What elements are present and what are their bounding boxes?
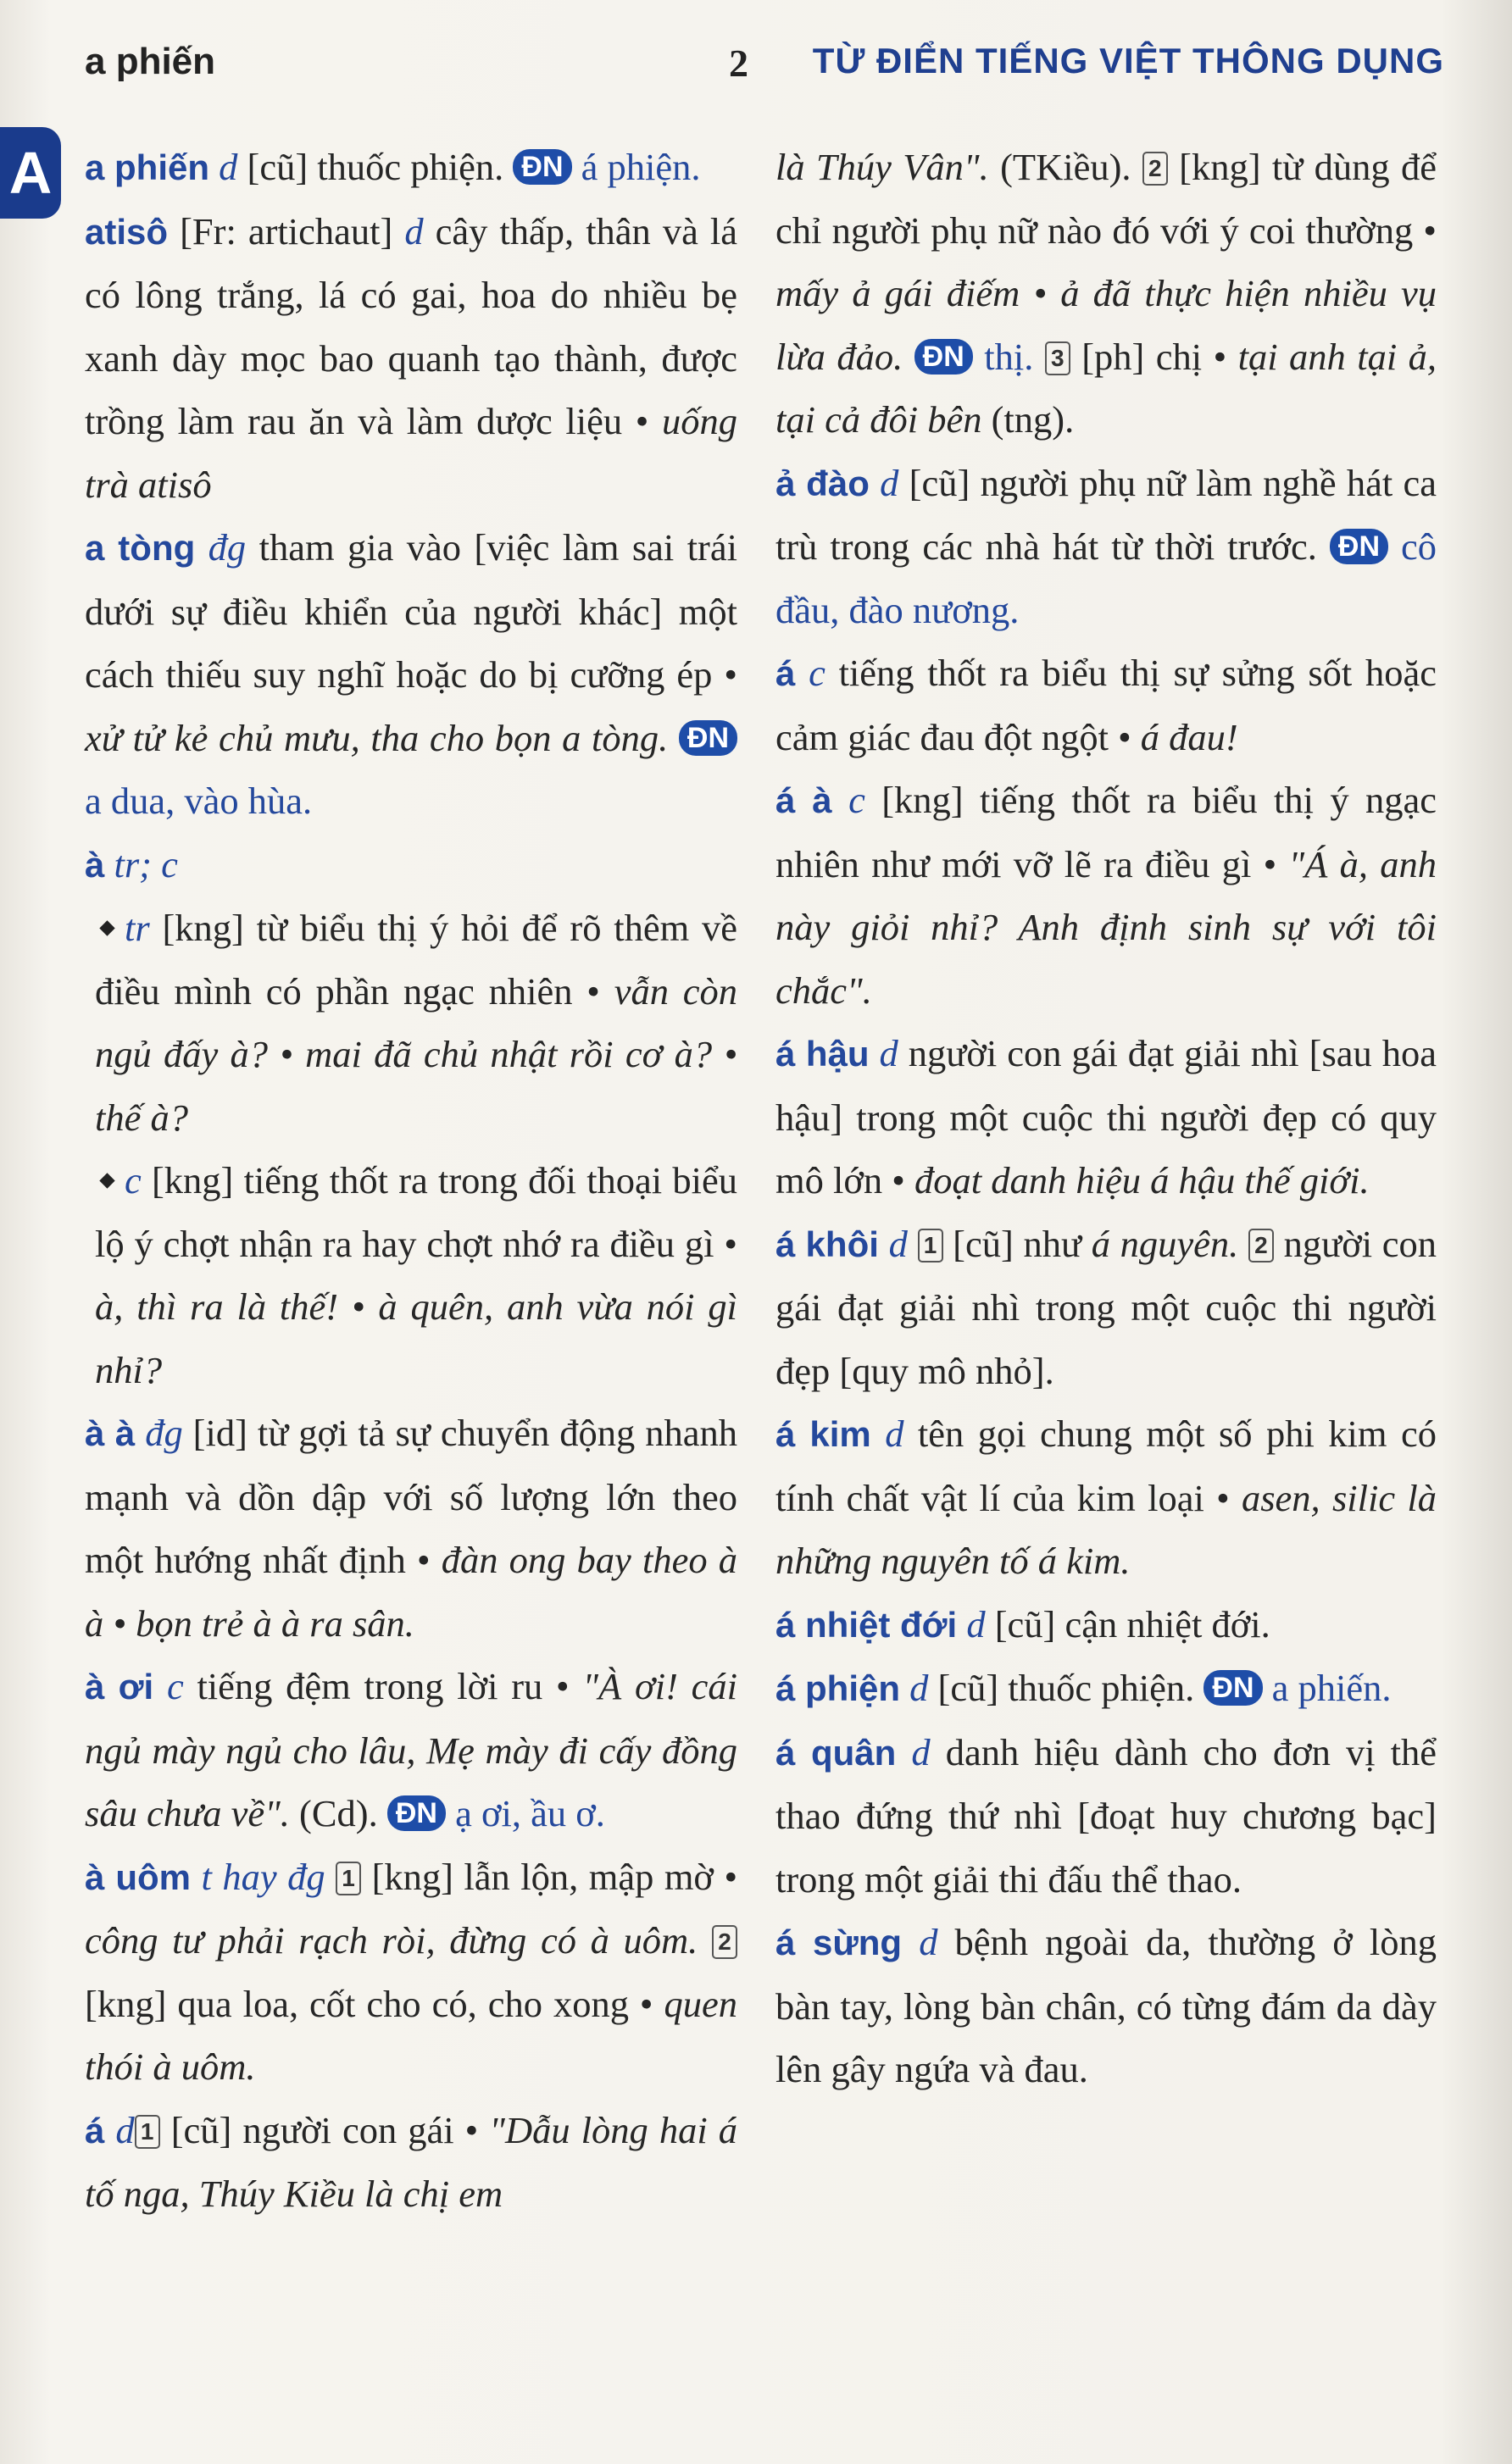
part-of-speech: d — [909, 1667, 929, 1709]
source: (TKiều). — [988, 146, 1142, 188]
example: uống trà atisô — [85, 400, 737, 506]
sense-number: 2 — [712, 1925, 737, 1959]
entry-a-hau — [775, 1022, 1437, 1213]
entry-a-hook-continued — [775, 136, 1437, 452]
example: đoạt danh hiệu á hậu thế giới. — [914, 1159, 1370, 1201]
definition: [cũ] thuốc phiện. — [237, 146, 514, 188]
headword: á quân — [775, 1732, 897, 1773]
part-of-speech: d — [115, 2108, 135, 2151]
part-of-speech: d — [919, 1921, 938, 1963]
source: (Cd). — [289, 1792, 387, 1834]
example: à, thì ra là thế! • à quên, anh vừa nói gì nhỉ? — [95, 1285, 737, 1391]
entry-a-grave — [85, 833, 737, 1402]
right-column — [775, 136, 1437, 2101]
entry-a-phien-acute — [775, 1657, 1437, 1721]
guide-word: a phiến — [85, 41, 216, 82]
definition: [cũ] như — [942, 1222, 1092, 1265]
part-of-speech: đg — [208, 526, 247, 569]
part-of-speech: đg — [145, 1412, 183, 1454]
example: á nguyên. — [1091, 1222, 1239, 1265]
definition: [kng] tiếng thốt ra biểu thị ý ngạc nhiên như mới vỡ lẽ ra điều gì • — [775, 779, 1437, 885]
headword: á kim — [775, 1414, 871, 1454]
example: á đau! — [1140, 715, 1238, 758]
part-of-speech: tr; c — [114, 842, 178, 885]
part-of-speech: d — [911, 1730, 931, 1773]
headword: á nhiệt đới — [775, 1604, 958, 1645]
synonym-badge: ĐN — [914, 339, 973, 375]
part-of-speech: d — [219, 146, 238, 188]
entry-atiso — [85, 200, 737, 517]
book-title: TỪ ĐIỂN TIẾNG VIỆT THÔNG DỤNG — [812, 41, 1444, 80]
definition: bệnh ngoài da, thường ở lòng bàn tay, lòng bàn chân, có từng đám da dày lên gây ngứa và đau. — [775, 1921, 1437, 2090]
headword: á khôi — [775, 1224, 879, 1264]
synonym-badge: ĐN — [679, 720, 737, 756]
entry-a-nhiet-doi — [775, 1593, 1437, 1657]
definition: người con gái đạt giải nhì trong một cuộc thi người đẹp [quy mô nhỏ]. — [775, 1222, 1437, 1392]
synonym: cô đầu, đào nương. — [775, 525, 1437, 631]
example: "Dẫu lòng hai á tố nga, Thúy Kiều là chị em — [85, 2108, 737, 2215]
entry-a-a-acute — [775, 769, 1437, 1022]
sense-number: 1 — [336, 1862, 361, 1895]
synonym-badge: ĐN — [387, 1795, 446, 1831]
headword: á hậu — [775, 1034, 870, 1074]
sense-number: 1 — [918, 1229, 943, 1263]
part-of-speech: tr — [125, 907, 150, 949]
definition: danh hiệu dành cho đơn vị thể thao đứng thứ nhì [đoạt huy chương bạc] trong một giải thi đấu thể thao. — [775, 1730, 1437, 1901]
sense-number: 2 — [1248, 1229, 1274, 1263]
entry-a-tong — [85, 516, 737, 833]
definition: [id] từ gợi tả sự chuyển động nhanh mạnh và dồn dập với số lượng lớn theo một hướng nhất định • — [85, 1412, 738, 1581]
definition: [cũ] thuốc phiện. — [928, 1667, 1204, 1709]
headword: á sừng — [775, 1923, 903, 1962]
definition: [cũ] người con gái • — [159, 2108, 490, 2151]
entry-a-hook — [85, 2099, 737, 2226]
part-of-speech: c — [166, 1665, 184, 1707]
example: xử tử kẻ chủ mưu, tha cho bọn a tòng. — [85, 716, 669, 759]
headword: á phiện — [775, 1668, 901, 1708]
letter-tab: A — [0, 127, 61, 219]
part-of-speech: d — [966, 1602, 986, 1645]
part-of-speech: d — [879, 1032, 898, 1074]
etymology: [Fr: artichaut] — [168, 209, 405, 253]
part-of-speech: c — [848, 779, 865, 821]
entry-a-phien — [85, 136, 737, 200]
synonym-badge: ĐN — [1330, 529, 1388, 564]
example: mấy ả gái điếm • ả đã thực hiện nhiều vụ lừa đảo. — [775, 272, 1437, 378]
part-of-speech: t hay đg — [201, 1855, 325, 1898]
synonym: thị. — [984, 335, 1034, 378]
entry-a-uom — [85, 1845, 737, 2099]
headword: à à — [85, 1413, 136, 1453]
part-of-speech: c — [809, 652, 825, 694]
headword: á à — [775, 780, 832, 820]
definition: [kng] từ dùng để chỉ người phụ nữ nào đó với ý coi thường • — [775, 146, 1437, 252]
definition: tham gia vào [việc làm sai trái dưới sự điều khiển của người khác] một cách thiếu suy nghĩ hoặc do bị cưỡng ép • — [85, 526, 737, 696]
sense-number: 3 — [1045, 341, 1070, 375]
example: đàn ong bay theo à à • bọn trẻ à à ra sân. — [85, 1539, 737, 1645]
headword: à ơi — [85, 1667, 154, 1706]
headword: á — [85, 2110, 105, 2150]
entry-a-oi — [85, 1655, 737, 1845]
part-of-speech: d — [888, 1222, 908, 1265]
example: quen thói à uôm. — [85, 1982, 737, 2088]
entry-a-dao — [775, 452, 1437, 642]
left-column — [85, 136, 737, 2226]
example: "Á à, anh này giỏi nhỉ? Anh định sinh sự với tôi chắc". — [775, 842, 1437, 1012]
definition: tiếng thốt ra biểu thị sự sửng sốt hoặc cảm giác đau đột ngột • — [775, 652, 1437, 758]
part-of-speech: d — [880, 461, 899, 504]
source: (tng). — [981, 398, 1075, 441]
entry-a-sung — [775, 1911, 1437, 2101]
example: tại anh tại ả, tại cả đôi bên — [775, 335, 1437, 441]
entry-a-kim — [775, 1402, 1437, 1593]
part-of-speech: d — [885, 1412, 904, 1455]
synonym-badge: ĐN — [1203, 1670, 1262, 1706]
definition: [kng] từ biểu thị ý hỏi để rõ thêm về điều mình có phần ngạc nhiên • — [95, 907, 737, 1013]
page-number: 2 — [729, 42, 748, 85]
definition: [ph] chị • — [1070, 335, 1238, 378]
part-of-speech: d — [404, 209, 424, 253]
definition: cây thấp, thân và lá có lông trắng, lá có gai, hoa do nhiều bẹ xanh dày mọc bao quanh tạo thành, được trồng làm rau ăn và làm dược liệu • — [85, 209, 737, 442]
entry-a-acute — [775, 641, 1437, 769]
headword: à uôm — [85, 1856, 192, 1897]
synonym: ạ ơi, ầu ơ. — [455, 1792, 605, 1834]
definition: tiếng đệm trong lời ru • — [183, 1665, 583, 1707]
headword: á — [775, 653, 796, 693]
example: là Thúy Vân". — [775, 146, 989, 188]
headword: a phiến — [85, 147, 210, 187]
sense-1 — [85, 896, 737, 1149]
definition: [cũ] cận nhiệt đới. — [985, 1602, 1270, 1645]
entry-a-khoi — [775, 1213, 1437, 1403]
sense-2 — [85, 1149, 737, 1401]
definition: [cũ] người phụ nữ làm nghề hát ca trù trong các nhà hát từ thời trước. — [775, 461, 1437, 568]
synonym: a dua, vào hùa. — [85, 780, 313, 822]
synonym-badge: ĐN — [513, 149, 571, 185]
running-head — [85, 41, 1444, 100]
definition: [kng] lẫn lộn, mập mờ • — [361, 1855, 738, 1898]
diamond-bullet-icon — [99, 920, 114, 935]
sense-number: 1 — [135, 2115, 160, 2149]
diamond-bullet-icon — [99, 1173, 114, 1188]
headword: à — [85, 844, 105, 885]
definition: [kng] tiếng thốt ra trong đối thoại biểu lộ ý chợt nhận ra hay chợt nhớ ra điều gì • — [95, 1159, 737, 1265]
entry-a-quan — [775, 1721, 1437, 1912]
example: công tư phải rạch ròi, đừng có à uôm. — [85, 1919, 698, 1962]
part-of-speech: c — [125, 1159, 142, 1201]
synonym: a phiến. — [1271, 1667, 1392, 1709]
definition: [kng] qua loa, cốt cho có, cho xong • — [85, 1982, 664, 2025]
headword: atisô — [85, 211, 169, 252]
example: vẫn còn ngủ đấy à? • mai đã chủ nhật rồi cơ à? • thế à? — [95, 969, 737, 1139]
definition: tên gọi chung một số phi kim có tính chất vật lí của kim loại • — [775, 1412, 1437, 1519]
definition: người con gái đạt giải nhì [sau hoa hậu] trong một cuộc thi người đẹp có quy mô lớn • — [775, 1032, 1437, 1201]
sense-number: 2 — [1142, 152, 1168, 186]
headword: ả đào — [775, 463, 870, 503]
example: "À ơi! cái ngủ mày ngủ cho lâu, Mẹ mày đi cấy đồng sâu chưa về". — [85, 1665, 738, 1834]
example: asen, silic là những nguyên tố á kim. — [775, 1476, 1437, 1582]
synonym: á phiện. — [581, 146, 701, 188]
headword: a tòng — [85, 528, 196, 568]
entry-a-a — [85, 1401, 737, 1655]
